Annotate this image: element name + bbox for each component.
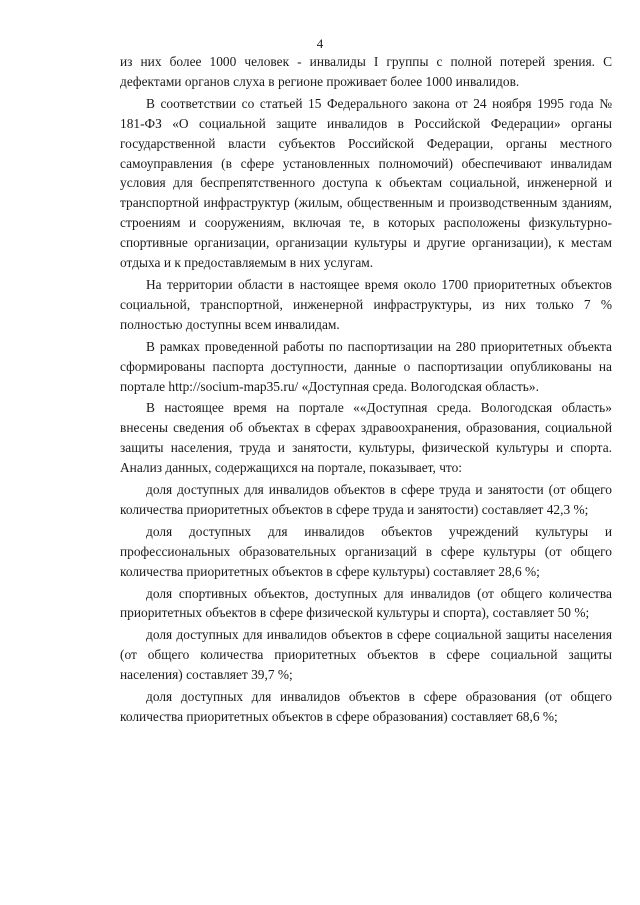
paragraph-continuation: из них более 1000 человек - инвалиды I группы с полной потерей зрения. С дефектами органов слуха в регионе проживает более 1000 инвалидов. <box>120 54 612 89</box>
paragraph-education-share: доля доступных для инвалидов объектов в сфере образования (от общего количества приоритетных объектов в сфере образования) составляет 68,6 %; <box>120 689 612 724</box>
page-number: 4 <box>316 36 324 51</box>
paragraph-passportization: В рамках проведенной работы по паспортизации на 280 приоритетных объекта сформированы паспорта доступности, данные о паспортизации опубликованы на портале http://socium-map35.ru/ «Доступная среда. Вологодская область». <box>120 338 612 394</box>
paragraph-portal-analysis: В настоящее время на портале ««Доступная среда. Вологодская область» внесены сведения об объектах в сферах здравоохранения, образования, социальной защиты населения, труда и занятости, культуры, физической культуры и спорта. Анализ данных, содержащихся на портале, показывает, что: <box>120 400 612 476</box>
paragraph-social-share: доля доступных для инвалидов объектов в сфере социальной защиты населения (от общего количества приоритетных объектов в сфере социальной защиты населения) составляет 39,7 %; <box>120 627 612 683</box>
paragraph-priority-objects: На территории области в настоящее время около 1700 приоритетных объектов социальной, транспортной, инженерной инфраструктуры, из них только 7 % полностью доступны всем инвалидам. <box>120 276 612 332</box>
paragraph-sport-share: доля спортивных объектов, доступных для инвалидов (от общего количества приоритетных объектов в сфере физической культуры и спорта), составляет 50 %; <box>120 585 612 621</box>
paragraph-culture-share: доля доступных для инвалидов объектов учреждений культуры и профессиональных образовательных организаций в сфере культуры (от общего количества приоритетных объектов в сфере культуры) составляет 28,6 %; <box>120 523 612 579</box>
paragraph-labor-share: доля доступных для инвалидов объектов в сфере труда и занятости (от общего количества приоритетных объектов в сфере труда и занятости) составляет 42,3 %; <box>120 482 612 517</box>
paragraph-federal-law: В соответствии со статьей 15 Федерального закона от 24 ноября 1995 года № 181-ФЗ «О социальной защите инвалидов в Российской Федерации» органы государственной власти субъектов Российской Федерации, органы местного самоуправления (в сфере установленных полномочий) обеспечивают инвалидам условия для беспрепятственного доступа к объектам социальной, инженерной и транспортной инфраструктур (жилым, общественным и производственным зданиям, строениям и сооружениям, включая те, в которых расположены физкультурно-спортивные организации, организации культуры и другие организации), к местам отдыха и к предоставляемым в них услугам. <box>120 95 612 271</box>
document-body <box>120 52 612 729</box>
